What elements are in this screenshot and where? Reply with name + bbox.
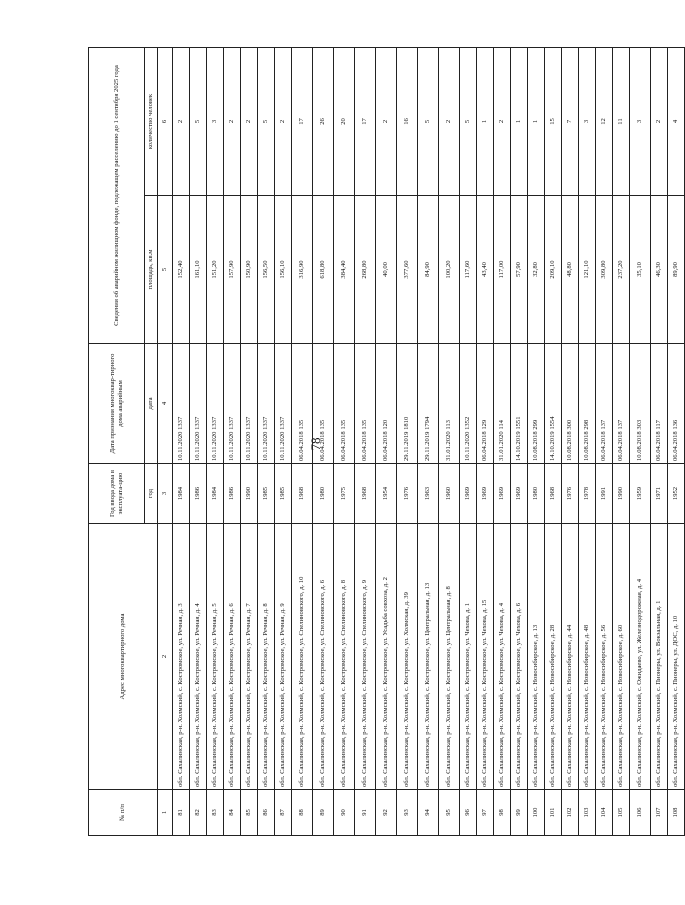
table-row bbox=[494, 48, 511, 836]
row-year: 1976 bbox=[397, 464, 418, 524]
row-area: 117,00 bbox=[494, 196, 511, 344]
row-number: 89 bbox=[313, 790, 334, 836]
row-area: 121,10 bbox=[579, 196, 596, 344]
row-year: 1969 bbox=[511, 464, 528, 524]
table-row bbox=[241, 48, 258, 836]
row-date: 10.11.2020 1337 bbox=[173, 344, 190, 464]
row-year: 1969 bbox=[494, 464, 511, 524]
row-year: 1968 bbox=[355, 464, 376, 524]
row-date: 06.04.2018 137 bbox=[596, 344, 613, 464]
row-number: 97 bbox=[477, 790, 494, 836]
row-year: 1968 bbox=[545, 464, 562, 524]
row-year: 1969 bbox=[460, 464, 477, 524]
row-address: обл. Сахалинская, р-н. Холмский, с. Новосибирское, д. 44 bbox=[562, 524, 579, 790]
row-year: 1975 bbox=[334, 464, 355, 524]
row-address: обл. Сахалинская, р-н. Холмский, с. Пионеры, ул. ДОС, д. 10 bbox=[668, 524, 685, 790]
row-address: обл. Сахалинская, р-н. Холмский, с. Костромское, ул. Речная, д. 5 bbox=[207, 524, 224, 790]
row-year: 1968 bbox=[292, 464, 313, 524]
row-area: 35,10 bbox=[630, 196, 651, 344]
row-people: 15 bbox=[545, 48, 562, 196]
row-address: обл. Сахалинская, р-н. Холмский, с. Костромское, ул. Чехова, д. 1 bbox=[460, 524, 477, 790]
row-address: обл. Сахалинская, р-н. Холмский, с. Костромское, ул. Чехова, д. 4 bbox=[494, 524, 511, 790]
row-date: 06.04.2018 129 bbox=[477, 344, 494, 464]
row-year: 1984 bbox=[173, 464, 190, 524]
row-people: 26 bbox=[313, 48, 334, 196]
row-area: 309,80 bbox=[596, 196, 613, 344]
table-row bbox=[630, 48, 651, 836]
row-number: 106 bbox=[630, 790, 651, 836]
row-year: 1963 bbox=[418, 464, 439, 524]
table-row bbox=[596, 48, 613, 836]
row-date: 29.11.2019 1810 bbox=[397, 344, 418, 464]
header-people: количество человек bbox=[145, 48, 158, 196]
row-people: 2 bbox=[439, 48, 460, 196]
row-people: 17 bbox=[292, 48, 313, 196]
table-row bbox=[313, 48, 334, 836]
row-area: 209,10 bbox=[545, 196, 562, 344]
row-address: обл. Сахалинская, р-н. Холмский, с. Костромское, ул. Речная, д. 8 bbox=[258, 524, 275, 790]
row-address: обл. Сахалинская, р-н. Холмский, с. Новосибирское, д. 60 bbox=[613, 524, 630, 790]
row-date: 06.04.2018 135 bbox=[313, 344, 334, 464]
row-area: 43,40 bbox=[477, 196, 494, 344]
row-year: 1990 bbox=[241, 464, 258, 524]
row-area: 40,00 bbox=[376, 196, 397, 344]
row-year: 1991 bbox=[596, 464, 613, 524]
row-address: обл. Сахалинская, р-н. Холмский, с. Костромское, ул. Речная, д. 7 bbox=[241, 524, 258, 790]
row-address: обл. Сахалинская, р-н. Холмский, с. Костромское, ул. Речная, д. 3 bbox=[173, 524, 190, 790]
row-people: 2 bbox=[173, 48, 190, 196]
row-date: 31.01.2020 113 bbox=[439, 344, 460, 464]
row-year: 1985 bbox=[258, 464, 275, 524]
row-number: 105 bbox=[613, 790, 630, 836]
row-area: 117,60 bbox=[460, 196, 477, 344]
table-row bbox=[439, 48, 460, 836]
row-year: 1978 bbox=[579, 464, 596, 524]
row-area: 151,20 bbox=[207, 196, 224, 344]
table-row bbox=[275, 48, 292, 836]
row-people: 2 bbox=[651, 48, 668, 196]
table-row bbox=[173, 48, 190, 836]
row-area: 268,80 bbox=[355, 196, 376, 344]
header-year: год bbox=[145, 464, 158, 524]
row-address: обл. Сахалинская, р-н. Холмский, с. Костромское, ул. Спелиновского, д. 9 bbox=[355, 524, 376, 790]
row-address: обл. Сахалинская, р-н. Холмский, с. Костромское, ул. Речная, д. 9 bbox=[275, 524, 292, 790]
table-row bbox=[651, 48, 668, 836]
row-area: 161,10 bbox=[190, 196, 207, 344]
row-number: 93 bbox=[397, 790, 418, 836]
row-people: 2 bbox=[224, 48, 241, 196]
row-address: обл. Сахалинская, р-н. Холмский, с. Костромское, ул. Спелиновского, д. 10 bbox=[292, 524, 313, 790]
table-row bbox=[668, 48, 685, 836]
row-number: 94 bbox=[418, 790, 439, 836]
table-row bbox=[511, 48, 528, 836]
row-year: 1954 bbox=[376, 464, 397, 524]
row-number: 103 bbox=[579, 790, 596, 836]
table-row bbox=[224, 48, 241, 836]
row-address: обл. Сахалинская, р-н. Холмский, с. Костромское, ул. Центральная, д. 13 bbox=[418, 524, 439, 790]
row-date: 10.11.2020 1337 bbox=[190, 344, 207, 464]
row-year: 1952 bbox=[668, 464, 685, 524]
row-date: 06.04.2018 135 bbox=[355, 344, 376, 464]
table-row bbox=[207, 48, 224, 836]
row-year: 1986 bbox=[224, 464, 241, 524]
table-row bbox=[562, 48, 579, 836]
row-year: 1980 bbox=[313, 464, 334, 524]
row-number: 83 bbox=[207, 790, 224, 836]
row-date: 31.01.2020 114 bbox=[494, 344, 511, 464]
row-number: 108 bbox=[668, 790, 685, 836]
table-row bbox=[355, 48, 376, 836]
row-area: 89,90 bbox=[668, 196, 685, 344]
row-year: 1960 bbox=[439, 464, 460, 524]
row-date: 10.08.2018 300 bbox=[562, 344, 579, 464]
row-area: 57,90 bbox=[511, 196, 528, 344]
row-people: 20 bbox=[334, 48, 355, 196]
row-people: 1 bbox=[477, 48, 494, 196]
row-area: 316,90 bbox=[292, 196, 313, 344]
row-number: 91 bbox=[355, 790, 376, 836]
row-people: 2 bbox=[241, 48, 258, 196]
row-address: обл. Сахалинская, р-н. Холмский, с. Пионеры, ул. Вокзальная, д. 1 bbox=[651, 524, 668, 790]
row-people: 5 bbox=[190, 48, 207, 196]
table-row bbox=[528, 48, 545, 836]
row-address: обл. Сахалинская, р-н. Холмский, с. Новосибирское, д. 56 bbox=[596, 524, 613, 790]
row-people: 3 bbox=[207, 48, 224, 196]
row-area: 152,40 bbox=[173, 196, 190, 344]
row-address: обл. Сахалинская, р-н. Холмский, с. Костромское, ул. Чехова, д. 15 bbox=[477, 524, 494, 790]
col-number: 2 bbox=[158, 524, 173, 790]
row-date: 10.11.2020 1352 bbox=[460, 344, 477, 464]
row-people: 5 bbox=[418, 48, 439, 196]
row-number: 102 bbox=[562, 790, 579, 836]
row-date: 29.11.2019 1794 bbox=[418, 344, 439, 464]
table-row bbox=[334, 48, 355, 836]
row-year: 1971 bbox=[651, 464, 668, 524]
row-number: 104 bbox=[596, 790, 613, 836]
row-date: 10.11.2020 1337 bbox=[207, 344, 224, 464]
row-address: обл. Сахалинская, р-н. Холмский, с. Новосибирское, д. 28 bbox=[545, 524, 562, 790]
row-area: 156,50 bbox=[258, 196, 275, 344]
col-number: 4 bbox=[158, 344, 173, 464]
row-date: 06.04.2018 135 bbox=[334, 344, 355, 464]
row-people: 11 bbox=[613, 48, 630, 196]
col-number: 6 bbox=[158, 48, 173, 196]
row-year: 1969 bbox=[477, 464, 494, 524]
row-people: 1 bbox=[511, 48, 528, 196]
row-number: 88 bbox=[292, 790, 313, 836]
row-address: обл. Сахалинская, р-н. Холмский, с. Костромское, ул. Холмская, д. 39 bbox=[397, 524, 418, 790]
row-address: обл. Сахалинская, р-н. Холмский, с. Новосибирское, д. 48 bbox=[579, 524, 596, 790]
row-people: 16 bbox=[397, 48, 418, 196]
row-area: 84,90 bbox=[418, 196, 439, 344]
row-area: 48,80 bbox=[562, 196, 579, 344]
table-row bbox=[418, 48, 439, 836]
table-row bbox=[258, 48, 275, 836]
table-row bbox=[292, 48, 313, 836]
table-row bbox=[376, 48, 397, 836]
row-people: 7 bbox=[562, 48, 579, 196]
row-year: 1986 bbox=[190, 464, 207, 524]
header-num: № п/п bbox=[89, 790, 158, 836]
row-address: обл. Сахалинская, р-н. Холмский, с. Новосибирское, д. 13 bbox=[528, 524, 545, 790]
col-number: 1 bbox=[158, 790, 173, 836]
row-date: 10.11.2020 1337 bbox=[275, 344, 292, 464]
row-date: 14.10.2019 1551 bbox=[511, 344, 528, 464]
row-address: обл. Сахалинская, р-н. Холмский, с. Костромское, ул. Спелиновского, д. 6 bbox=[313, 524, 334, 790]
row-area: 618,80 bbox=[313, 196, 334, 344]
row-number: 101 bbox=[545, 790, 562, 836]
row-date: 10.08.2018 298 bbox=[579, 344, 596, 464]
row-number: 85 bbox=[241, 790, 258, 836]
row-date: 06.04.2018 137 bbox=[613, 344, 630, 464]
header-year-group: Год ввода дома в эксплуата-цию bbox=[89, 464, 145, 524]
row-date: 06.04.2018 117 bbox=[651, 344, 668, 464]
header-address: Адрес многоквартирного дома bbox=[89, 524, 158, 790]
col-number: 3 bbox=[158, 464, 173, 524]
row-people: 3 bbox=[630, 48, 651, 196]
table-row bbox=[545, 48, 562, 836]
row-people: 3 bbox=[579, 48, 596, 196]
row-number: 96 bbox=[460, 790, 477, 836]
row-address: обл. Сахалинская, р-н. Холмский, с. Костромское, ул. Речная, д. 4 bbox=[190, 524, 207, 790]
col-number: 5 bbox=[158, 196, 173, 344]
row-people: 5 bbox=[460, 48, 477, 196]
table-row bbox=[460, 48, 477, 836]
row-date: 06.04.2018 136 bbox=[668, 344, 685, 464]
table-body bbox=[173, 48, 685, 836]
header-info-group: Сведения об аварийном жилищном фонде, подлежащем расселению до 1 сентября 2025 года bbox=[89, 48, 145, 344]
row-people: 1 bbox=[528, 48, 545, 196]
row-address: обл. Сахалинская, р-н. Холмский, с. Костромское, ул. Речная, д. 6 bbox=[224, 524, 241, 790]
row-address: обл. Сахалинская, р-н. Холмский, с. Костромское, ул. Усадьба совхоза, д. 2 bbox=[376, 524, 397, 790]
row-address: обл. Сахалинская, р-н. Холмский, с. Костромское, ул. Чехова, д. 6 bbox=[511, 524, 528, 790]
row-area: 157,90 bbox=[224, 196, 241, 344]
header-recognition-group: Дата признания многоквар-тирного дома аварийным bbox=[89, 344, 145, 464]
row-number: 90 bbox=[334, 790, 355, 836]
row-number: 87 bbox=[275, 790, 292, 836]
page-number: 78 bbox=[308, 437, 323, 451]
row-date: 10.11.2020 1337 bbox=[241, 344, 258, 464]
row-date: 06.04.2018 135 bbox=[292, 344, 313, 464]
row-address: обл. Сахалинская, р-н. Холмский, с. Костромское, ул. Спелиновского, д. 8 bbox=[334, 524, 355, 790]
table-row bbox=[579, 48, 596, 836]
row-number: 81 bbox=[173, 790, 190, 836]
row-date: 10.08.2018 299 bbox=[528, 344, 545, 464]
row-people: 2 bbox=[494, 48, 511, 196]
row-area: 237,20 bbox=[613, 196, 630, 344]
row-people: 2 bbox=[376, 48, 397, 196]
row-number: 92 bbox=[376, 790, 397, 836]
row-area: 384,40 bbox=[334, 196, 355, 344]
row-number: 95 bbox=[439, 790, 460, 836]
table-row bbox=[190, 48, 207, 836]
table-row bbox=[397, 48, 418, 836]
row-number: 100 bbox=[528, 790, 545, 836]
row-people: 12 bbox=[596, 48, 613, 196]
header-date: дата bbox=[145, 344, 158, 464]
row-people: 5 bbox=[258, 48, 275, 196]
table-row bbox=[613, 48, 630, 836]
row-date: 10.11.2020 1337 bbox=[224, 344, 241, 464]
row-date: 14.10.2019 1554 bbox=[545, 344, 562, 464]
row-people: 4 bbox=[668, 48, 685, 196]
row-number: 86 bbox=[258, 790, 275, 836]
row-area: 377,60 bbox=[397, 196, 418, 344]
row-date: 10.08.2018 303 bbox=[630, 344, 651, 464]
table-row bbox=[477, 48, 494, 836]
header-area: площадь, кв.м bbox=[145, 196, 158, 344]
rotated-table-wrapper bbox=[88, 48, 680, 836]
row-year: 1985 bbox=[275, 464, 292, 524]
row-year: 1990 bbox=[613, 464, 630, 524]
row-address: обл. Сахалинская, р-н. Холмский, с. Костромское, ул. Центральная, д. 8 bbox=[439, 524, 460, 790]
row-date: 06.04.2018 120 bbox=[376, 344, 397, 464]
row-year: 1980 bbox=[528, 464, 545, 524]
row-area: 150,90 bbox=[241, 196, 258, 344]
row-area: 46,30 bbox=[651, 196, 668, 344]
emergency-housing-table bbox=[88, 47, 685, 836]
row-number: 84 bbox=[224, 790, 241, 836]
row-year: 1959 bbox=[630, 464, 651, 524]
row-number: 99 bbox=[511, 790, 528, 836]
row-people: 2 bbox=[275, 48, 292, 196]
row-number: 107 bbox=[651, 790, 668, 836]
row-area: 32,80 bbox=[528, 196, 545, 344]
row-address: обл. Сахалинская, р-н. Холмский, с. Ожидаево, ул. Железнодорожная, д. 4 bbox=[630, 524, 651, 790]
row-area: 156,10 bbox=[275, 196, 292, 344]
row-number: 98 bbox=[494, 790, 511, 836]
row-date: 10.11.2020 1337 bbox=[258, 344, 275, 464]
row-area: 100,20 bbox=[439, 196, 460, 344]
row-people: 17 bbox=[355, 48, 376, 196]
row-number: 82 bbox=[190, 790, 207, 836]
row-year: 1984 bbox=[207, 464, 224, 524]
row-year: 1976 bbox=[562, 464, 579, 524]
